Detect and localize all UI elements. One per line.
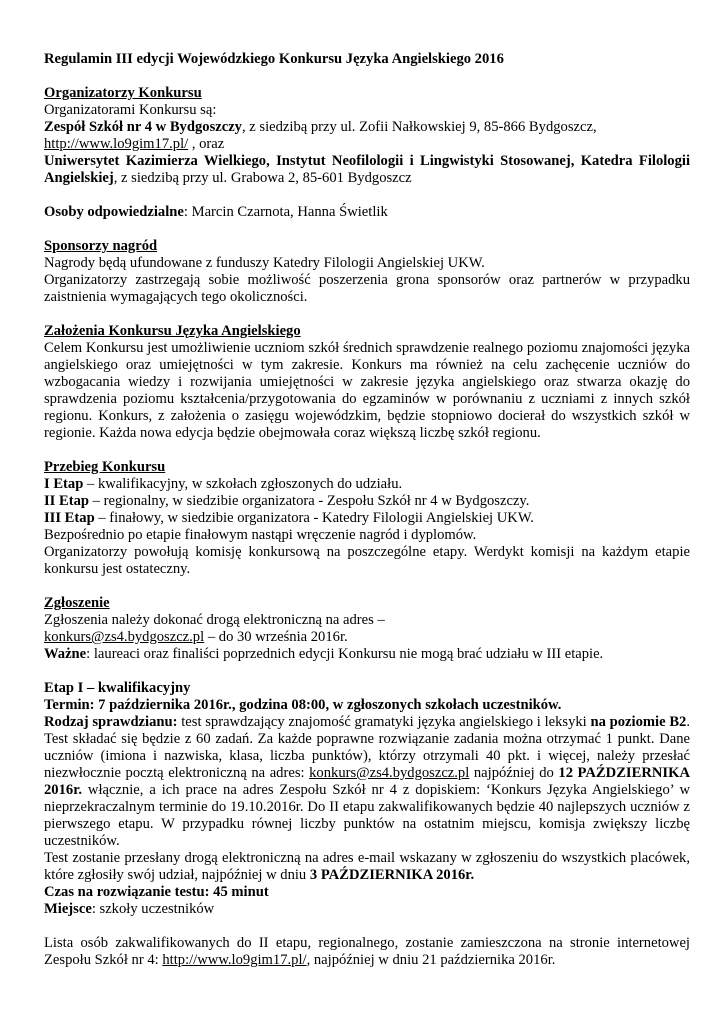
- sponsors-line-2: Organizatorzy zastrzegają sobie możliwość poszerzenia grona sponsorów oraz partnerów w przypadku zaistnienia wymagających tego okoliczności.: [44, 272, 690, 305]
- course-stage-2: [44, 493, 690, 510]
- registration-email-link[interactable]: konkurs@zs4.bydgoszcz.pl: [44, 629, 205, 645]
- course-stage-3-text: – finałowy, w siedzibie organizatora - Katedry Filologii Angielskiej UKW.: [94, 510, 534, 526]
- stage-1-test-delivery: [44, 850, 690, 884]
- course-stage-1: [44, 476, 690, 493]
- stage-1-list-link[interactable]: http://www.lo9gim17.pl/: [162, 952, 307, 968]
- course-stage-1-text: – kwalifikacyjny, w szkołach zgłoszonych do udziału.: [83, 476, 403, 492]
- responsible-value: : Marcin Czarnota, Hanna Świetlik: [183, 204, 388, 220]
- registration-line-2: [44, 629, 690, 646]
- course-stage-2-text: – regionalny, w siedzibie organizatora - Zespołu Szkół nr 4 w Bydgoszczy.: [89, 493, 530, 509]
- stage-1-list-text-a: Lista osób zakwalifikowanych do II etapu, regionalnego, zostanie zamieszczona na stronie internetowej Zespołu Szkół nr 4:: [44, 935, 690, 968]
- stage-1-text-c: włącznie, a ich prace na adres Zespołu Szkół nr 4 z dopiskiem: ‘Konkurs Języka Angielskiego’ w nieprzekraczalnym terminie do 19.10.2016r. Do II etapu zakwalifikowanych będzie 40 najlepszych uczniów z pierwszego etapu. W przypadku równej liczby punktów na ostatnim miejscu, komisja zwiększy liczbę uczestników.: [44, 782, 690, 849]
- organizers-heading: Organizatorzy Konkursu: [44, 85, 202, 101]
- stage-1-list-info: [44, 935, 690, 969]
- responsible-persons: [44, 204, 690, 221]
- registration-important: [44, 646, 690, 663]
- course-stage-1-label: I Etap: [44, 476, 84, 492]
- stage-1-text-a: Test składać się będzie z 60 zadań. Za każde poprawne rozwiązanie zadania można otrzymać 1 punkt. Dane uczniów (imiona i nazwiska, klasa, liczba punktów), którzy otrzymali 40 pkt. i więcej, należy przesłać niezwłocznie pocztą elektroniczną na adres:: [44, 731, 690, 781]
- organizers-intro: Organizatorami Konkursu są:: [44, 102, 217, 118]
- organizer-2-address: , z siedzibą przy ul. Grabowa 2, 85-601 Bydgoszcz: [113, 170, 412, 186]
- organizer-1: [44, 119, 690, 136]
- registration-line-1: Zgłoszenia należy dokonać drogą elektroniczną na adres –: [44, 612, 385, 628]
- organizer-2-name: Uniwersytet Kazimierza Wielkiego, Instytut Neofilologii i Lingwistyki Stosowanej, Katedra Filologii Angielskiej: [44, 153, 690, 186]
- course-stage-2-label: II Etap: [44, 493, 90, 509]
- registration-important-label: Ważne: [44, 646, 87, 662]
- stage-1-list-text-b: , najpóźniej w dniu 21 października 2016r.: [306, 952, 556, 968]
- document-title: Regulamin III edycji Wojewódzkiego Konkursu Języka Angielskiego 2016: [44, 51, 504, 67]
- responsible-label: Osoby odpowiedzialne: [44, 204, 184, 220]
- registration-heading: Zgłoszenie: [44, 595, 110, 611]
- stage-1-heading: Etap I – kwalifikacyjny: [44, 680, 191, 696]
- course-heading: Przebieg Konkursu: [44, 459, 166, 475]
- organizer-1-name: Zespół Szkół nr 4 w Bydgoszczy: [44, 119, 242, 135]
- stage-1-paragraph: [44, 714, 690, 850]
- course-stage-3: [44, 510, 690, 527]
- stage-1-type-level: na poziomie B2: [590, 714, 687, 730]
- organizer-1-link-line: [44, 136, 690, 153]
- sponsors-heading: Sponsorzy nagród: [44, 238, 158, 254]
- organizer-1-link[interactable]: http://www.lo9gim17.pl/: [44, 136, 189, 152]
- stage-1-place: [44, 901, 690, 918]
- assumptions-text: Celem Konkursu jest umożliwienie uczniom szkół średnich sprawdzenie realnego poziomu znajomości języka angielskiego oraz umiejętności w tym zakresie. Konkurs ma również na celu zachęcenie uczniów do wzbogacania wiedzy i rozwijania umiejętności w zakresie języka angielskiego oraz stwarza okazję do sprawdzenia poziomu kształcenia/przygotowania do egzaminów w porównaniu z uczniami z innych szkół regionu. Konkurs, z założenia o zasięgu wojewódzkim, będzie stopniowo docierał do wszystkich szkół w regionie. Każda nowa edycja będzie obejmowała coraz większą liczbę szkół regionu.: [44, 340, 690, 441]
- stage-1-delivery-text: Test zostanie przesłany drogą elektroniczną na adres e-mail wskazany w zgłoszeniu do wszystkich placówek, które zgłosiły swój udział, najpóźniej w dniu: [44, 850, 690, 883]
- stage-1-delivery-date: 3 PAŹDZIERNIKA 2016r.: [309, 867, 475, 883]
- stage-1-place-text: : szkoły uczestników: [91, 901, 215, 917]
- stage-1-place-label: Miejsce: [44, 901, 92, 917]
- organizer-1-address: , z siedzibą przy ul. Zofii Nałkowskiej 9, 85-866 Bydgoszcz,: [241, 119, 597, 135]
- sponsors-line-1: Nagrody będą ufundowane z funduszy Katedry Filologii Angielskiej UKW.: [44, 255, 485, 271]
- stage-1-time: Czas na rozwiązanie testu: 45 minut: [44, 884, 269, 900]
- organizer-2: [44, 153, 690, 187]
- course-stage-3-label: III Etap: [44, 510, 95, 526]
- stage-1-type-label: Rodzaj sprawdzianu:: [44, 714, 178, 730]
- stage-1-type-text: test sprawdzający znajomość gramatyki języka angielskiego i leksyki: [177, 714, 591, 730]
- registration-deadline: – do 30 września 2016r.: [204, 629, 348, 645]
- document-body: [44, 51, 690, 969]
- assumptions-heading: Założenia Konkursu Języka Angielskiego: [44, 323, 301, 339]
- course-awards: Bezpośrednio po etapie finałowym nastąpi wręczenie nagród i dyplomów.: [44, 527, 477, 543]
- stage-1-type-end: .: [686, 714, 691, 730]
- course-commission: Organizatorzy powołują komisję konkursową na poszczególne etapy. Werdykt komisji na każdym etapie konkursu jest ostateczny.: [44, 544, 690, 577]
- stage-1-results-date: 12 PAŹDZIERNIKA 2016r.: [44, 765, 690, 798]
- stage-1-term: Termin: 7 października 2016r., godzina 08:00, w zgłoszonych szkołach uczestników.: [44, 697, 562, 713]
- stage-1-text-b: najpóźniej do: [469, 765, 559, 781]
- stage-1-email-link[interactable]: konkurs@zs4.bydgoszcz.pl: [309, 765, 470, 781]
- organizer-1-and: , oraz: [188, 136, 225, 152]
- registration-important-text: : laureaci oraz finaliści poprzednich edycji Konkursu nie mogą brać udziału w III etapie.: [86, 646, 604, 662]
